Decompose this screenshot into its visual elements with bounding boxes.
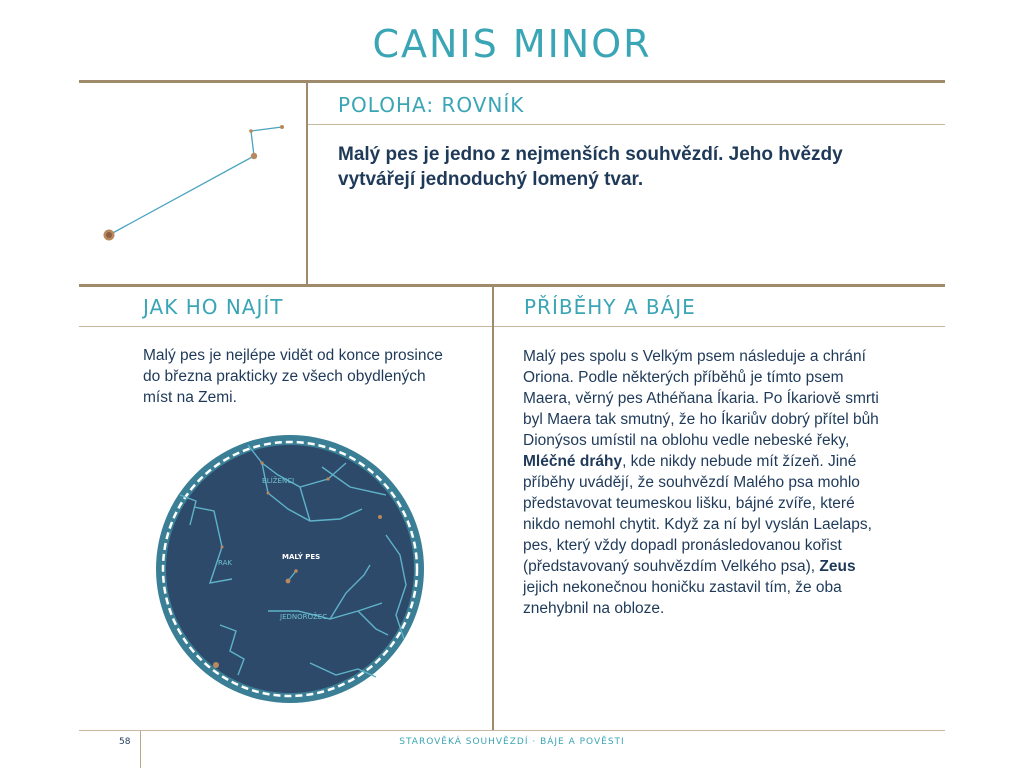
star-small-1 [249,129,253,133]
top-divider [306,83,308,285]
label-gemini: BLÍŽENCI [262,477,295,485]
find-text: Malý pes je nejlépe vidět od konce prosince do března prakticky ze všech obydlených míst na Zemi. [143,347,443,406]
sky-star [221,546,224,549]
star-small-2 [280,125,284,129]
constellation-line [109,127,282,235]
middle-rule [79,284,945,287]
label-cancer: RAK [218,559,232,567]
stories-text [523,346,883,619]
page-number: 58 [119,737,131,747]
find-heading: JAK HO NAJÍT [143,295,284,319]
sky-star [286,579,291,584]
find-underline [79,326,492,327]
stories-text-part-2: , kde nikdy nebude mít žízeň. Jiné příběhy uvádějí, že souhvězdí Malého psa mohlo představovat teumeskou lišku, bájné zvíře, které nikdo nemohl chytit. Když za ní byl vyslán Laelaps, pes, který vždy dopadl pronásledovanou kořist (představovaný souhvězdím Velkého psa), [523,453,872,575]
sky-star [213,662,219,668]
stories-text-part-3: jejich nekonečnou honičku zastavil tím, že oba znehybnil na obloze. [523,579,842,617]
star-gomeisa [251,153,257,159]
stories-underline [494,326,945,327]
star-procyon-ring [106,232,112,238]
stories-heading: PŘÍBĚHY A BÁJE [524,295,696,319]
footer-book-title: STAROVĚKÁ SOUHVĚZDÍ · BÁJE A POVĚSTI [399,737,625,747]
constellation-diagram [80,84,305,282]
sky-map [150,425,430,715]
stories-text-part-1: Malý pes spolu s Velkým psem následuje a chrání Oriona. Podle některých příběhů je tímto psem Maera, věrný pes Athéňana Íkaria. Po Íkariově smrti byl Maera tak smutný, že ho Íkariův dobrý přítel bůh Dionýsos umístil na oblohu vedle nebeské řeky, [523,348,879,449]
page-title: CANIS MINOR [372,22,652,66]
position-heading: POLOHA: ROVNÍK [338,93,525,117]
sky-star [260,461,263,464]
sky-star [378,515,382,519]
top-rule [79,80,945,83]
column-divider [492,287,494,730]
label-canis-minor: MALÝ PES [282,553,321,561]
position-underline [308,124,945,125]
label-monoceros: JEDNOROŽEC [280,613,328,621]
sky-star [326,477,329,480]
intro-text: Malý pes je jedno z nejmenších souhvězdí. Jeho hvězdy vytvářejí jednoduchý lomený tvar. [338,144,843,190]
sky-star [294,569,298,573]
bottom-rule [79,730,945,731]
milky-way-term: Mléčné dráhy [523,453,623,470]
sky-star [267,492,270,495]
zeus-term: Zeus [819,558,856,575]
